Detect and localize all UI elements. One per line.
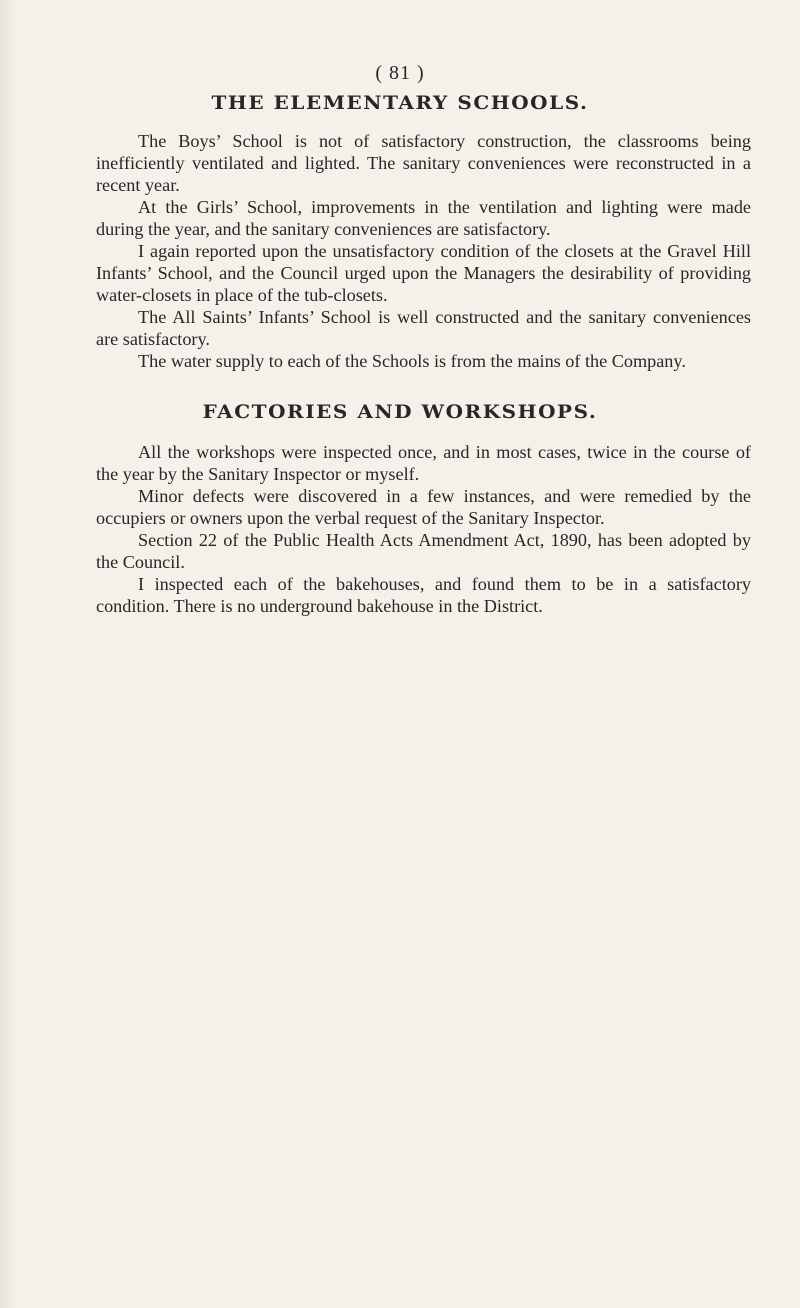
paragraph: Section 22 of the Public Health Acts Amendment Act, 1890, has been adopted by the Council.: [96, 530, 751, 572]
paragraph: I again reported upon the unsatisfactory condition of the closets at the Gravel Hill Infants’ School, and the Council urged upon the Managers the desirability of providing water-closets in place of the tub-closets.: [96, 241, 751, 305]
section-heading-factories-workshops: FACTORIES AND WORKSHOPS.: [202, 401, 598, 423]
paragraph: I inspected each of the bakehouses, and found them to be in a satisfactory condition. There is no underground bakehouse in the District.: [96, 574, 751, 616]
paragraph: The water supply to each of the Schools is from the mains of the Company.: [138, 351, 686, 371]
paragraph: At the Girls’ School, improvements in the ventilation and lighting were made during the year, and the sanitary conveniences are satisfactory.: [96, 197, 751, 239]
paragraph: The All Saints’ Infants’ School is well constructed and the sanitary conveniences are satisfactory.: [96, 307, 751, 349]
section-heading-elementary-schools: THE ELEMENTARY SCHOOLS.: [211, 92, 589, 114]
page-number: ( 81 ): [375, 62, 425, 84]
section-body-elementary-schools: [96, 130, 751, 372]
paragraph: Minor defects were discovered in a few instances, and were remedied by the occupiers or owners upon the verbal request of the Sanitary Inspector.: [96, 486, 751, 528]
section-body-factories-workshops: [96, 441, 751, 617]
paragraph: The Boys’ School is not of satisfactory construction, the classrooms being inefficiently ventilated and lighted. The sanitary conveniences were reconstructed in a recent year.: [96, 131, 751, 195]
paragraph: All the workshops were inspected once, and in most cases, twice in the course of the year by the Sanitary Inspector or myself.: [96, 442, 751, 484]
